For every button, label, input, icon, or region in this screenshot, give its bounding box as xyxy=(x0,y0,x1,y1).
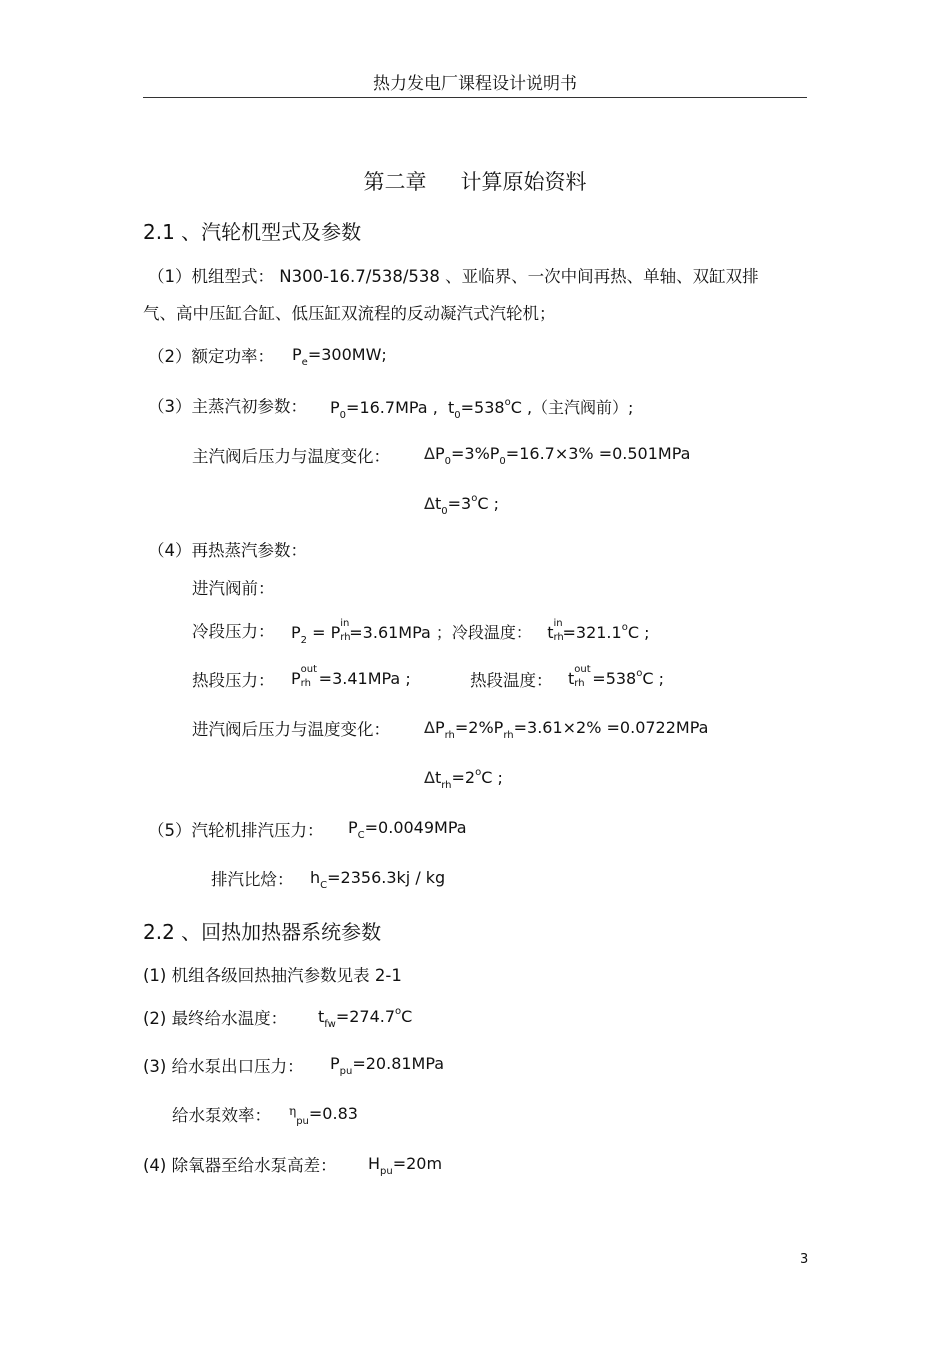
main-valve-temp-drop: $\Delta t_0=3^oC$ ; xyxy=(424,493,499,517)
pump-outlet-pressure-formula: $P_{pu}=20.81MPa$ xyxy=(330,1054,445,1077)
s22-item2-label: (2) 最终给水温度： xyxy=(143,1009,288,1028)
pump-efficiency-formula: $^\eta_{pu}$=0.83 xyxy=(289,1104,358,1127)
section-2-1-heading: 2.1 、汽轮机型式及参数 xyxy=(143,220,362,244)
item3-label: （3）主蒸汽初参数： xyxy=(148,397,307,416)
section-2-2-heading: 2.2 、回热加热器系统参数 xyxy=(143,920,382,944)
reheat-change-label: 进汽阀后压力与温度变化： xyxy=(192,720,390,739)
main-steam-formula: $P_0=16.7MPa$ , $t_0=538^oC$ ,（主汽阀前）; xyxy=(330,397,634,421)
header-rule xyxy=(143,97,807,98)
chapter-title xyxy=(0,166,950,196)
deaerator-height-formula: $H_{pu}=20m$ xyxy=(368,1154,443,1177)
item4-sub-label: 进汽阀前： xyxy=(192,579,275,598)
page-number: 3 xyxy=(800,1252,809,1267)
reheat-temp-drop: $\Delta t_{rh}=2^oC$ ; xyxy=(424,767,503,791)
hot-section-temp-label: 热段温度： xyxy=(470,671,553,690)
reheat-pressure-drop: $\Delta P_{rh}=2\%P_{rh}=3.61\times 2\% =0.0722MPa$ xyxy=(424,718,709,741)
exhaust-enthalpy-formula: $h_C=2356.3kj$ / kg xyxy=(310,868,446,891)
chapter-number: 第二章 xyxy=(363,170,427,194)
item3-sub-label: 主汽阀后压力与温度变化： xyxy=(192,447,390,466)
exhaust-pressure-formula: $P_C=0.0049MPa$ xyxy=(348,818,467,841)
s22-item1: (1) 机组各级回热抽汽参数见表 2-1 xyxy=(143,966,402,985)
main-valve-pressure-drop: $\Delta P_0=3\%P_0=16.7\times 3\% =0.501MPa$ xyxy=(424,444,691,467)
running-header: 热力发电厂课程设计说明书 xyxy=(373,74,577,94)
pump-efficiency-label: 给水泵效率： xyxy=(172,1106,271,1125)
hot-section-temp: t out rh $=538^oC$ ; xyxy=(568,664,665,689)
s22-item3-label: (3) 给水泵出口压力： xyxy=(143,1057,304,1076)
hot-section-label: 热段压力： xyxy=(192,671,275,690)
item1-line1: （1）机组型式： N300-16.7/538/538 、亚临界、一次中间再热、单轴、双缸双排 xyxy=(148,267,759,286)
item5-label: （5）汽轮机排汽压力： xyxy=(148,821,324,840)
cold-section-label: 冷段压力： xyxy=(192,622,275,641)
rated-power-formula: $P_e=300MW$; xyxy=(292,345,387,368)
item1-line2: 气、高中压缸合缸、低压缸双流程的反动凝汽式汽轮机； xyxy=(143,304,556,323)
chapter-name: 计算原始资料 xyxy=(460,170,587,194)
hot-section-pressure: P out rh =3.41MPa ; xyxy=(291,664,411,689)
feedwater-temp-formula: $t_{fw}=274.7^oC$ xyxy=(318,1006,413,1030)
cold-section-formula: $P_2 = P$ in rh =3.61MPa ；冷段温度： t in rh $=321.1^oC$ ; xyxy=(291,618,650,646)
exhaust-enthalpy-label: 排汽比焓： xyxy=(211,870,294,889)
s22-item4-label: (4) 除氧器至给水泵高差： xyxy=(143,1156,337,1175)
item2-label: （2）额定功率： xyxy=(148,347,274,366)
item4-label: （4）再热蒸汽参数： xyxy=(148,541,307,560)
